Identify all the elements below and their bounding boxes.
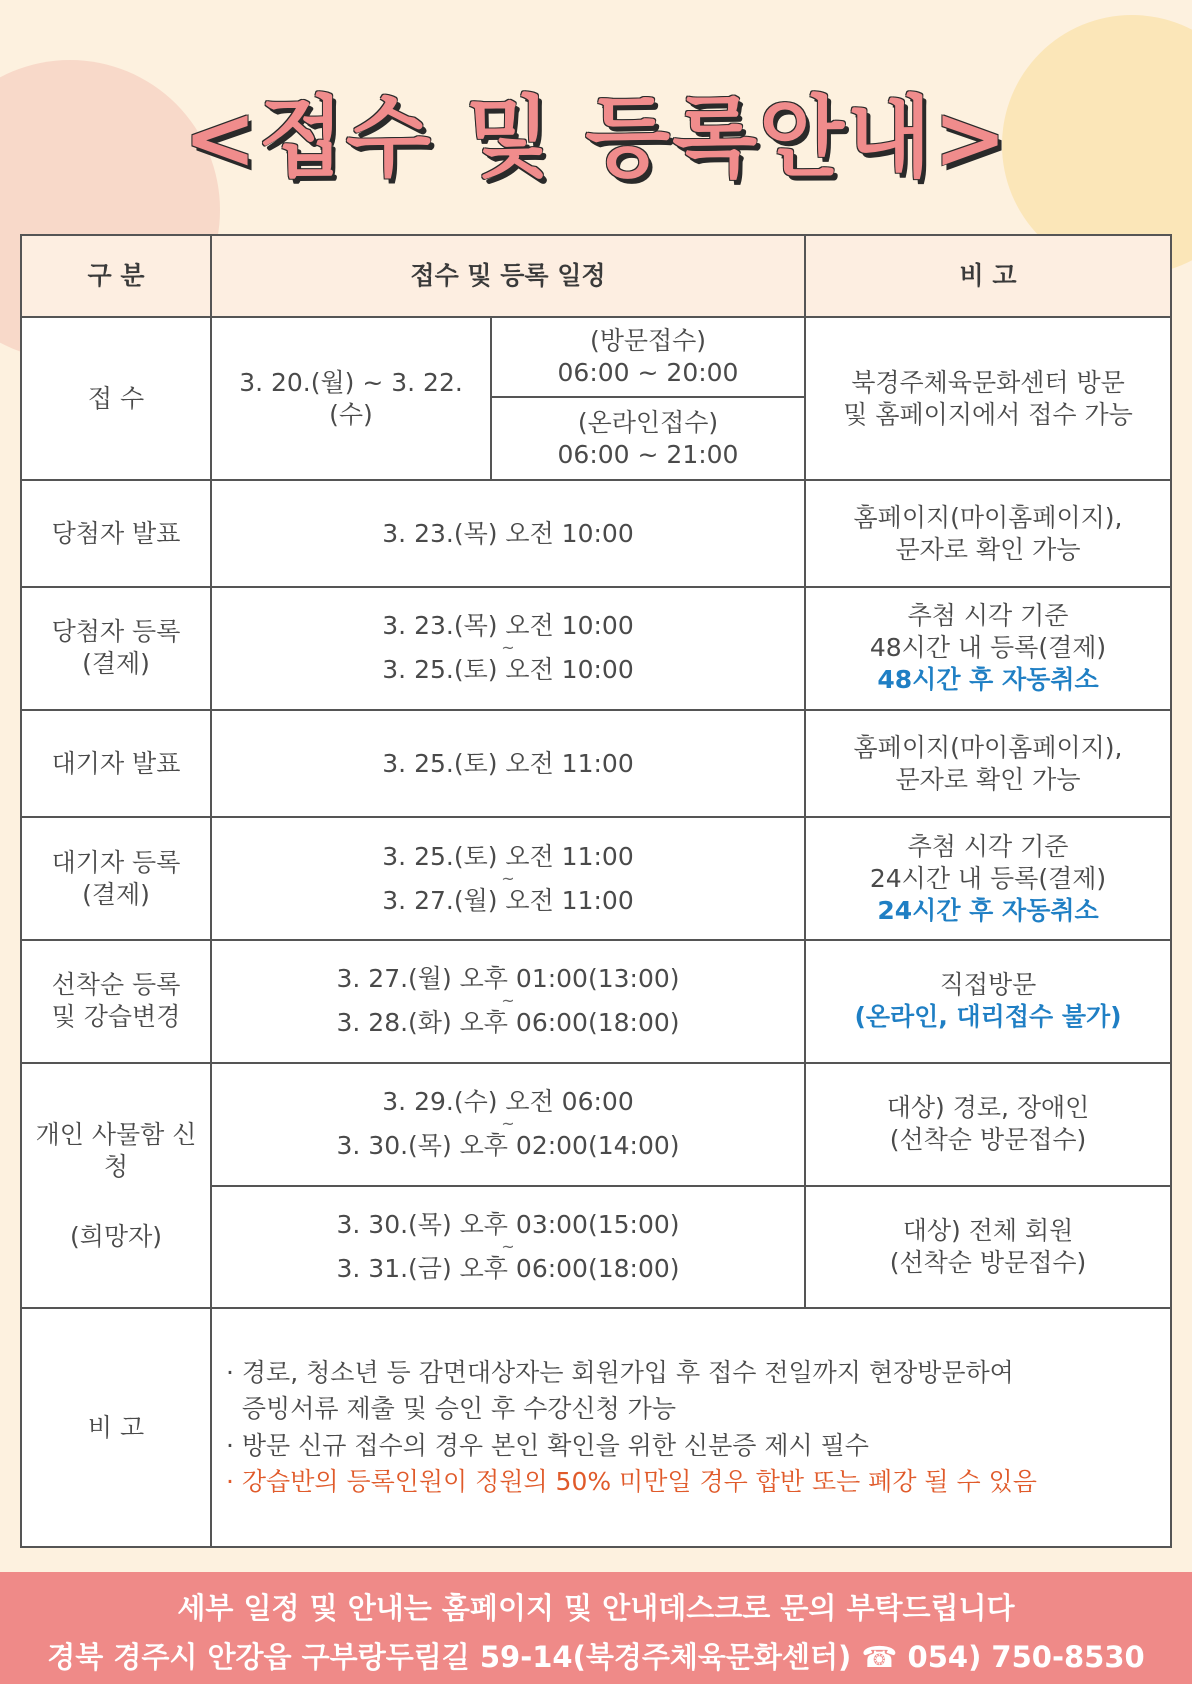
period-end: 3. 28.(화) 오후 06:00(18:00) <box>336 1008 680 1038</box>
remark-line: 홈페이지(마이홈페이지), <box>853 732 1123 762</box>
table-header-row <box>21 235 1171 317</box>
waitlist-announce-label: 대기자 발표 <box>21 710 211 818</box>
visit-reception-time: 06:00 ~ 20:00 <box>557 358 739 388</box>
locker-remark-1 <box>805 1063 1171 1186</box>
period-start: 3. 27.(월) 오후 01:00(13:00) <box>336 964 680 994</box>
table-row <box>21 940 1171 1063</box>
locker-period-2 <box>211 1186 805 1309</box>
waitlist-announce-remark <box>805 710 1171 818</box>
period-end: 3. 30.(목) 오후 02:00(14:00) <box>336 1131 680 1161</box>
table-row <box>21 587 1171 710</box>
period-start: 3. 30.(목) 오후 03:00(15:00) <box>336 1210 680 1240</box>
first-come-remark <box>805 940 1171 1063</box>
first-come-label <box>21 940 211 1063</box>
reception-remark-line: 및 홈페이지에서 접수 가능 <box>843 399 1133 429</box>
winner-announce-remark <box>805 480 1171 587</box>
note-line: 증빙서류 제출 및 승인 후 수강신청 가능 <box>226 1394 676 1424</box>
label-line: 대기자 등록 <box>51 847 181 877</box>
tilde-separator: ~ <box>501 1237 515 1257</box>
winner-announce-date: 3. 23.(목) 오전 10:00 <box>211 480 805 587</box>
waitlist-register-label <box>21 817 211 940</box>
header-remarks: 비 고 <box>805 235 1171 317</box>
note-line: · 방문 신규 접수의 경우 본인 확인을 위한 신분증 제시 필수 <box>226 1430 869 1460</box>
page-title: <접수 및 등록안내> <box>183 86 1009 189</box>
reception-remark <box>805 317 1171 480</box>
remark-line: 문자로 확인 가능 <box>895 534 1081 564</box>
note-line: · 경로, 청소년 등 감면대상자는 회원가입 후 접수 전일까지 현장방문하여 <box>226 1358 1014 1388</box>
online-reception-cell <box>491 397 805 480</box>
table-row <box>21 1308 1171 1547</box>
label-line: 및 강습변경 <box>51 1002 181 1032</box>
locker-period-1 <box>211 1063 805 1186</box>
period-start: 3. 23.(목) 오전 10:00 <box>382 611 634 641</box>
first-come-period <box>211 940 805 1063</box>
online-reception-label: (온라인접수) <box>577 407 719 437</box>
note-line-warning: · 강습반의 등록인원이 정원의 50% 미만일 경우 합반 또는 폐강 될 수 있음 <box>226 1466 1037 1496</box>
reception-label: 접 수 <box>21 317 211 480</box>
remark-line: 추첨 시각 기준 <box>907 831 1069 861</box>
tilde-separator: ~ <box>501 991 515 1011</box>
remark-line: 24시간 내 등록(결제) <box>869 863 1107 893</box>
locker-remark-2 <box>805 1186 1171 1309</box>
no-proxy-note: (온라인, 대리접수 불가) <box>854 1002 1122 1032</box>
label-line: (결제) <box>82 649 150 679</box>
header-category: 구 분 <box>21 235 211 317</box>
table-row <box>21 480 1171 587</box>
tilde-separator: ~ <box>501 1114 515 1134</box>
visit-reception-label: (방문접수) <box>589 326 707 356</box>
reception-date: 3. 20.(월) ~ 3. 22.(수) <box>211 317 491 480</box>
tilde-separator: ~ <box>501 868 515 888</box>
visit-reception-cell <box>491 317 805 397</box>
period-start: 3. 29.(수) 오전 06:00 <box>382 1087 634 1117</box>
reception-remark-line: 북경주체육문화센터 방문 <box>851 367 1125 397</box>
remark-line: 대상) 전체 회원 <box>902 1216 1074 1246</box>
tilde-separator: ~ <box>501 638 515 658</box>
label-line: (희망자) <box>70 1221 162 1251</box>
table-row <box>21 1063 1171 1186</box>
footer-address-text: 경북 경주시 안강읍 구부랑두림길 59-14(북경주체육문화센터) ☎ 054) 750-8530 <box>47 1640 1145 1674</box>
table-row <box>21 817 1171 940</box>
waitlist-announce-date: 3. 25.(토) 오전 11:00 <box>211 710 805 818</box>
winner-register-remark <box>805 587 1171 710</box>
remark-line: (선착순 방문접수) <box>889 1248 1087 1278</box>
table-row <box>21 710 1171 818</box>
winner-announce-label: 당첨자 발표 <box>21 480 211 587</box>
remark-line: (선착순 방문접수) <box>889 1125 1087 1155</box>
label-line: (결제) <box>82 879 150 909</box>
schedule-table <box>20 234 1172 1548</box>
label-line: 선착순 등록 <box>51 970 181 1000</box>
locker-label <box>21 1063 211 1309</box>
remark-line: 문자로 확인 가능 <box>895 764 1081 794</box>
winner-register-period <box>211 587 805 710</box>
remark-line: 48시간 내 등록(결제) <box>869 633 1107 663</box>
notes-content <box>211 1308 1171 1547</box>
auto-cancel-note: 48시간 후 자동취소 <box>877 665 1099 695</box>
period-start: 3. 25.(토) 오전 11:00 <box>382 841 634 871</box>
label-line: 개인 사물함 신청 <box>35 1119 197 1181</box>
remark-line: 추첨 시각 기준 <box>907 601 1069 631</box>
auto-cancel-note: 24시간 후 자동취소 <box>877 895 1099 925</box>
winner-register-label <box>21 587 211 710</box>
header-schedule: 접수 및 등록 일정 <box>211 235 805 317</box>
period-end: 3. 25.(토) 오전 10:00 <box>382 655 634 685</box>
table-row <box>21 317 1171 397</box>
online-reception-time: 06:00 ~ 21:00 <box>557 439 739 469</box>
remark-line: 대상) 경로, 장애인 <box>886 1093 1090 1123</box>
remark-line: 홈페이지(마이홈페이지), <box>853 502 1123 532</box>
period-end: 3. 31.(금) 오후 06:00(18:00) <box>336 1254 680 1284</box>
waitlist-register-remark <box>805 817 1171 940</box>
waitlist-register-period <box>211 817 805 940</box>
period-end: 3. 27.(월) 오전 11:00 <box>382 885 634 915</box>
label-line: 당첨자 등록 <box>51 617 181 647</box>
notes-label: 비 고 <box>21 1308 211 1547</box>
footer-inquiry-text: 세부 일정 및 안내는 홈페이지 및 안내데스크로 문의 부탁드립니다 <box>177 1591 1015 1625</box>
remark-line: 직접방문 <box>939 970 1037 1000</box>
footer-banner <box>0 1572 1192 1684</box>
